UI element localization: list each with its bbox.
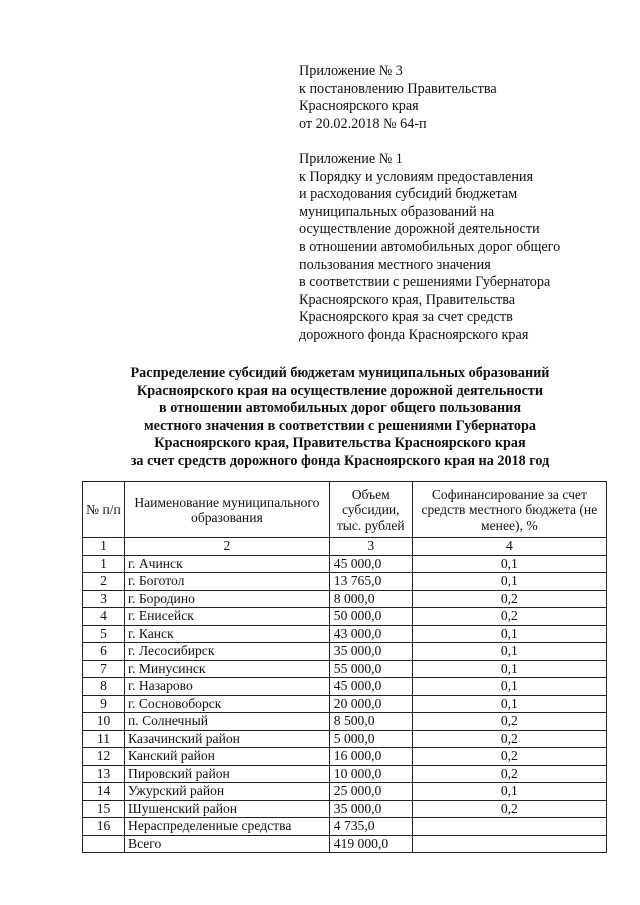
row-name: г. Минусинск <box>125 660 330 678</box>
row-number: 7 <box>83 660 125 678</box>
table-row <box>83 800 607 818</box>
row-cofinancing: 0,2 <box>412 730 606 748</box>
annex-1-line: осуществление дорожной деятельности <box>299 221 540 238</box>
table-row <box>83 765 607 783</box>
annex-1-line: Приложение № 1 <box>299 151 403 167</box>
row-amount: 50 000,0 <box>329 608 412 626</box>
row-name: Шушенский район <box>125 800 330 818</box>
row-cofinancing: 0,1 <box>412 573 606 591</box>
column-number: 4 <box>412 538 606 556</box>
row-amount: 45 000,0 <box>329 555 412 573</box>
table-row <box>83 748 607 766</box>
row-amount: 20 000,0 <box>329 695 412 713</box>
annex-1-block <box>299 151 560 345</box>
row-cofinancing: 0,1 <box>412 555 606 573</box>
row-cofinancing: 0,1 <box>412 695 606 713</box>
row-amount: 13 765,0 <box>329 573 412 591</box>
row-name: г. Назарово <box>125 678 330 696</box>
row-cofinancing: 0,1 <box>412 678 606 696</box>
row-number: 2 <box>83 573 125 591</box>
row-name: г. Лесосибирск <box>125 643 330 661</box>
row-number: 4 <box>83 608 125 626</box>
row-amount: 10 000,0 <box>329 765 412 783</box>
row-cofinancing: 0,1 <box>412 660 606 678</box>
row-number: 11 <box>83 730 125 748</box>
row-name: п. Солнечный <box>125 713 330 731</box>
row-number: 5 <box>83 625 125 643</box>
row-number: 16 <box>83 818 125 836</box>
table-row <box>83 660 607 678</box>
annex-1-line: муниципальных образований на <box>299 203 495 220</box>
row-cofinancing: 0,2 <box>412 713 606 731</box>
row-amount: 8 000,0 <box>329 590 412 608</box>
row-name: г. Ачинск <box>125 555 330 573</box>
row-number: 3 <box>83 590 125 608</box>
total-cofin-cell <box>412 835 606 853</box>
annex-1-line: к Порядку и условиям предоставления <box>299 168 534 185</box>
table-row <box>83 608 607 626</box>
annex-1-line: и расходования субсидий бюджетам <box>299 186 518 203</box>
annex-3-line: Приложение № 3 <box>299 63 403 79</box>
annex-3-line: от 20.02.2018 № 64-п <box>299 115 427 132</box>
total-empty-cell <box>83 835 125 853</box>
row-amount: 35 000,0 <box>329 800 412 818</box>
title-line: Распределение субсидий бюджетам муниципальных образований <box>130 365 550 381</box>
row-cofinancing: 0,1 <box>412 643 606 661</box>
title-line: в отношении автомобильных дорог общего пользования <box>158 400 521 417</box>
row-number: 13 <box>83 765 125 783</box>
annex-1-line: дорожного фонда Красноярского края <box>299 326 529 343</box>
title-line: Красноярского края, Правительства Красноярского края <box>154 435 526 452</box>
row-number: 15 <box>83 800 125 818</box>
row-cofinancing <box>412 818 606 836</box>
annex-3-line: Красноярского края <box>299 98 419 115</box>
row-cofinancing: 0,2 <box>412 748 606 766</box>
row-number: 12 <box>83 748 125 766</box>
table-row <box>83 555 607 573</box>
row-cofinancing: 0,1 <box>412 783 606 801</box>
row-amount: 25 000,0 <box>329 783 412 801</box>
row-name: г. Канск <box>125 625 330 643</box>
column-number: 2 <box>125 538 330 556</box>
column-number-row <box>83 538 607 556</box>
row-name: Казачинский район <box>125 730 330 748</box>
row-amount: 4 735,0 <box>329 818 412 836</box>
row-name: Пировский район <box>125 765 330 783</box>
row-cofinancing: 0,2 <box>412 608 606 626</box>
row-amount: 5 000,0 <box>329 730 412 748</box>
total-label: Всего <box>125 835 330 853</box>
row-number: 14 <box>83 783 125 801</box>
row-name: г. Боготол <box>125 573 330 591</box>
annex-3-block <box>299 63 497 133</box>
header-amount: Объем субсидии, тыс. рублей <box>329 482 412 538</box>
row-name: г. Сосновоборск <box>125 695 330 713</box>
header-name: Наименование муниципального образования <box>125 482 330 538</box>
title-line: Красноярского края на осуществление дорожной деятельности <box>136 382 544 399</box>
row-cofinancing: 0,2 <box>412 800 606 818</box>
row-amount: 16 000,0 <box>329 748 412 766</box>
row-name: г. Енисейск <box>125 608 330 626</box>
total-amount: 419 000,0 <box>329 835 412 853</box>
row-name: Ужурский район <box>125 783 330 801</box>
table-row <box>83 695 607 713</box>
row-amount: 55 000,0 <box>329 660 412 678</box>
column-number: 3 <box>329 538 412 556</box>
row-cofinancing: 0,2 <box>412 590 606 608</box>
header-cofinancing: Софинансирование за счет средств местного бюджета (не менее), % <box>412 482 606 538</box>
table-row <box>83 713 607 731</box>
annex-1-line: в отношении автомобильных дорог общего <box>299 238 561 255</box>
header-number: № п/п <box>83 482 125 538</box>
table-header-row <box>83 482 607 538</box>
row-amount: 45 000,0 <box>329 678 412 696</box>
table-row <box>83 643 607 661</box>
annex-1-line: пользования местного значения <box>299 256 491 273</box>
row-amount: 35 000,0 <box>329 643 412 661</box>
annex-1-line: в соответствии с решениями Губернатора <box>299 274 551 291</box>
title-line: за счет средств дорожного фонда Красноярского края на 2018 год <box>130 452 550 469</box>
annex-1-line: Красноярского края, Правительства <box>299 291 516 308</box>
document-title <box>60 365 620 471</box>
row-amount: 43 000,0 <box>329 625 412 643</box>
annex-3-line: к постановлению Правительства <box>299 80 497 97</box>
title-line: местного значения в соответствии с решениями Губернатора <box>143 417 537 434</box>
row-amount: 8 500,0 <box>329 713 412 731</box>
row-cofinancing: 0,2 <box>412 765 606 783</box>
subsidy-table <box>82 481 607 853</box>
table-row <box>83 573 607 591</box>
table-row <box>83 590 607 608</box>
table-row <box>83 678 607 696</box>
total-row <box>83 835 607 853</box>
row-number: 9 <box>83 695 125 713</box>
row-number: 6 <box>83 643 125 661</box>
row-name: Канский район <box>125 748 330 766</box>
annex-1-line: Красноярского края за счет средств <box>299 309 513 326</box>
row-number: 1 <box>83 555 125 573</box>
row-cofinancing: 0,1 <box>412 625 606 643</box>
row-name: г. Бородино <box>125 590 330 608</box>
table-row <box>83 625 607 643</box>
row-name: Нераспределенные средства <box>125 818 330 836</box>
column-number: 1 <box>83 538 125 556</box>
table-row <box>83 730 607 748</box>
table-row <box>83 783 607 801</box>
row-number: 10 <box>83 713 125 731</box>
row-number: 8 <box>83 678 125 696</box>
table-row <box>83 818 607 836</box>
